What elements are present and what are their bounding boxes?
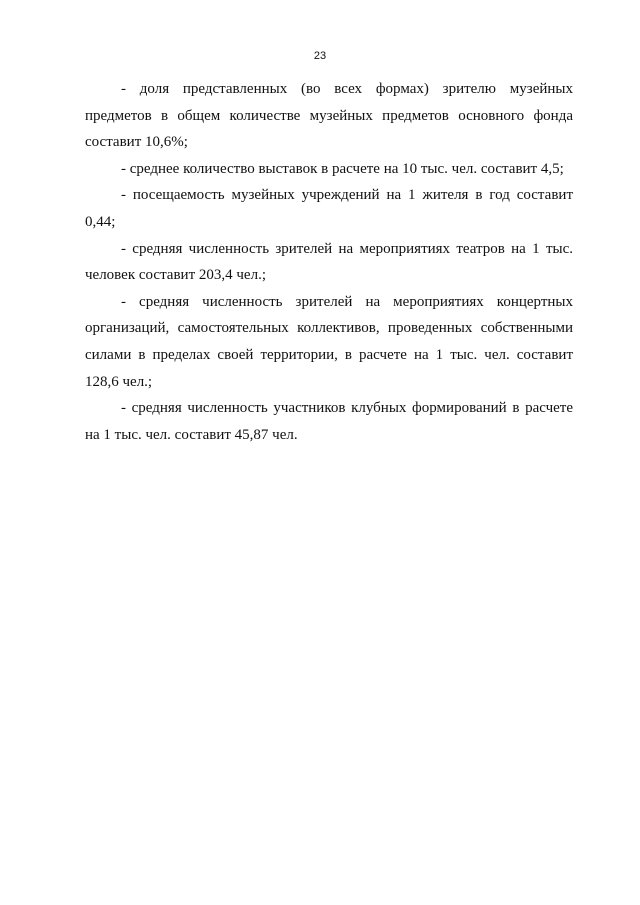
paragraph-club-participants: - средняя численность участников клубных формирований в расчете на 1 тыс. чел. составит 45,87 чел. — [85, 400, 573, 443]
paragraph-exhibitions-count: - среднее количество выставок в расчете на 10 тыс. чел. составит 4,5; — [121, 160, 564, 177]
paragraph-theatre-audience: - средняя численность зрителей на мероприятиях театров на 1 тыс. человек составит 203,4 чел.; — [85, 240, 573, 284]
paragraph-concert-audience: - средняя численность зрителей на мероприятиях концертных организаций, самостоятельных коллективов, проведенных собственными силами в пределах своей территории, в расчете на 1 тыс. чел. составит 128,6 чел.; — [85, 293, 573, 390]
paragraph-museum-items-share: - доля представленных (во всех формах) зрителю музейных предметов в общем количестве музейных предметов основного фонда составит 10,6%; — [85, 81, 573, 151]
document-body — [85, 76, 573, 448]
page-number: 23 — [313, 50, 327, 62]
paragraph-museum-attendance: - посещаемость музейных учреждений на 1 жителя в год составит 0,44; — [85, 187, 573, 230]
